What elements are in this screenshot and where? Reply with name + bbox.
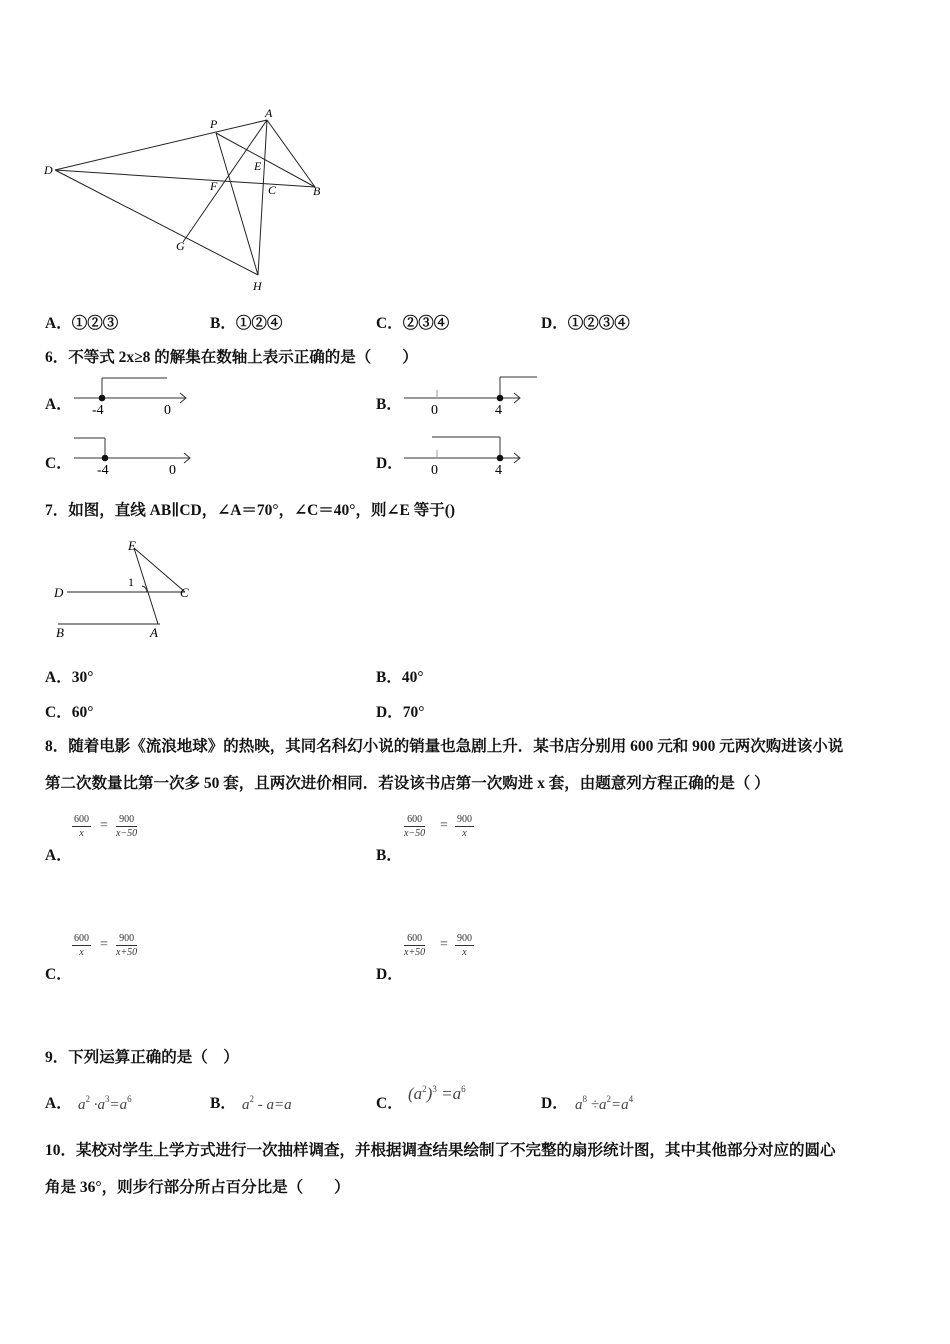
q8-option-b-letter[interactable]: B． <box>376 847 402 864</box>
option-letter: D． <box>376 704 403 721</box>
option-text: 70° <box>402 704 425 721</box>
option-letter: C． <box>45 704 72 721</box>
question-6: 6．不等式 2x≥8 的解集在数轴上表示正确的是（ ） <box>45 349 418 366</box>
q8-option-d-letter[interactable]: D． <box>376 966 403 983</box>
q5-option-a[interactable] <box>45 311 118 333</box>
fraction-right: $\frac{900}{x}$ <box>457 933 472 958</box>
question-10-line-1: 10．某校对学生上学方式进行一次抽样调查，并根据调查结果绘制了不完整的扇形统计图，其中其他部分对应的圆心 <box>45 1142 836 1159</box>
option-text: 60° <box>71 704 94 721</box>
fraction-right: $\frac{900}{x}$ <box>457 814 472 839</box>
fraction-left: $\frac{600}{x}$ <box>74 933 89 958</box>
q9-option-b-letter[interactable]: B． <box>210 1095 236 1112</box>
label-G: G <box>176 239 185 253</box>
q9-option-a-letter[interactable]: A． <box>45 1095 72 1112</box>
option-text: ①②④ <box>235 315 283 332</box>
q7-option-c[interactable] <box>45 700 93 722</box>
q9-expression-b: $a^2 - a=a$ <box>242 1094 292 1113</box>
question-7: 7．如图，直线 AB∥CD，∠A＝70°，∠C＝40°，则∠E 等于() <box>45 502 456 519</box>
equals-sign: = <box>100 937 108 952</box>
label-B: B <box>56 625 64 640</box>
tick-label: 0 <box>164 403 171 418</box>
question-10-line-2: 角是 36°，则步行部分所占百分比是（ ） <box>45 1179 350 1196</box>
q8-option-c-letter[interactable]: C． <box>45 966 72 983</box>
tick-label: 4 <box>495 463 502 478</box>
label-D: D <box>54 585 64 600</box>
tick-label: 0 <box>431 463 438 478</box>
geometry-figure-q5 <box>40 100 340 300</box>
option-letter: A． <box>45 315 72 332</box>
option-text: ①②③④ <box>567 315 630 332</box>
geometry-figure-q7 <box>50 534 210 644</box>
equals-sign: = <box>440 937 448 952</box>
q6-option-c-letter[interactable]: C． <box>45 455 72 472</box>
option-text: ①②③ <box>71 315 119 332</box>
equals-sign: = <box>100 818 108 833</box>
fraction-right: $\frac{900}{x-50}$ <box>116 814 138 839</box>
label-A: A <box>265 106 273 120</box>
q9-expression-c: $(a^2)^3 =a^6$ <box>408 1084 466 1103</box>
label-D: D <box>44 163 53 177</box>
q7-option-b[interactable] <box>376 665 424 687</box>
q9-expression-a: $a^2 \cdot a^3=a^6$ <box>78 1094 132 1113</box>
question-9: 9．下列运算正确的是（ ） <box>45 1049 239 1066</box>
tick-label: 0 <box>169 463 176 478</box>
equals-sign: = <box>440 818 448 833</box>
option-text: ②③④ <box>402 315 450 332</box>
q9-option-c-letter[interactable]: C． <box>376 1095 403 1112</box>
option-letter: D． <box>541 315 568 332</box>
q5-option-b[interactable] <box>210 311 282 333</box>
tick-label: -4 <box>97 463 109 478</box>
label-C: C <box>180 585 189 600</box>
option-letter: B． <box>210 315 236 332</box>
q6-option-b-letter[interactable]: B． <box>376 396 402 413</box>
label-H: H <box>253 279 262 293</box>
label-B: B <box>313 184 321 198</box>
label-E: E <box>254 159 262 173</box>
option-letter: C． <box>376 315 403 332</box>
tick-label: -4 <box>92 403 104 418</box>
option-letter: B． <box>376 669 402 686</box>
label-P: P <box>210 117 218 131</box>
label-C: C <box>268 183 277 197</box>
fraction-left: $\frac{600}{x+50}$ <box>404 933 426 958</box>
tick-label: 4 <box>495 403 502 418</box>
q6-option-a-letter[interactable]: A． <box>45 396 72 413</box>
q9-expression-d: $a^8 \div a^2=a^4$ <box>575 1094 634 1113</box>
number-line-c <box>70 432 200 478</box>
q8-option-a-letter[interactable]: A． <box>45 847 72 864</box>
q9-option-d-letter[interactable]: D． <box>541 1095 568 1112</box>
number-line-a <box>70 372 200 418</box>
q5-option-d[interactable] <box>541 311 630 333</box>
label-angle-1: 1 <box>128 575 134 589</box>
number-line-b <box>400 372 540 418</box>
label-F: F <box>210 179 218 193</box>
fraction-right: $\frac{900}{x+50}$ <box>116 933 138 958</box>
question-8-line-2: 第二次数量比第一次多 50 套，且两次进价相同．若设该书店第一次购进 x 套，由题意列方程正确的是（ ） <box>45 775 770 792</box>
q5-option-c[interactable] <box>376 311 449 333</box>
option-text: 30° <box>71 669 94 686</box>
option-letter: A． <box>45 669 72 686</box>
q7-option-d[interactable] <box>376 700 424 722</box>
q6-option-d-letter[interactable]: D． <box>376 455 403 472</box>
label-A: A <box>150 625 158 640</box>
label-E: E <box>128 538 136 553</box>
tick-label: 0 <box>431 403 438 418</box>
fraction-left: $\frac{600}{x-50}$ <box>404 814 426 839</box>
q7-option-a[interactable] <box>45 665 93 687</box>
question-8-line-1: 8．随着电影《流浪地球》的热映，其同名科幻小说的销量也急剧上升．某书店分别用 600 元和 900 元两次购进该小说 <box>45 738 844 755</box>
number-line-d <box>400 432 530 478</box>
fraction-left: $\frac{600}{x}$ <box>74 814 89 839</box>
option-text: 40° <box>401 669 424 686</box>
